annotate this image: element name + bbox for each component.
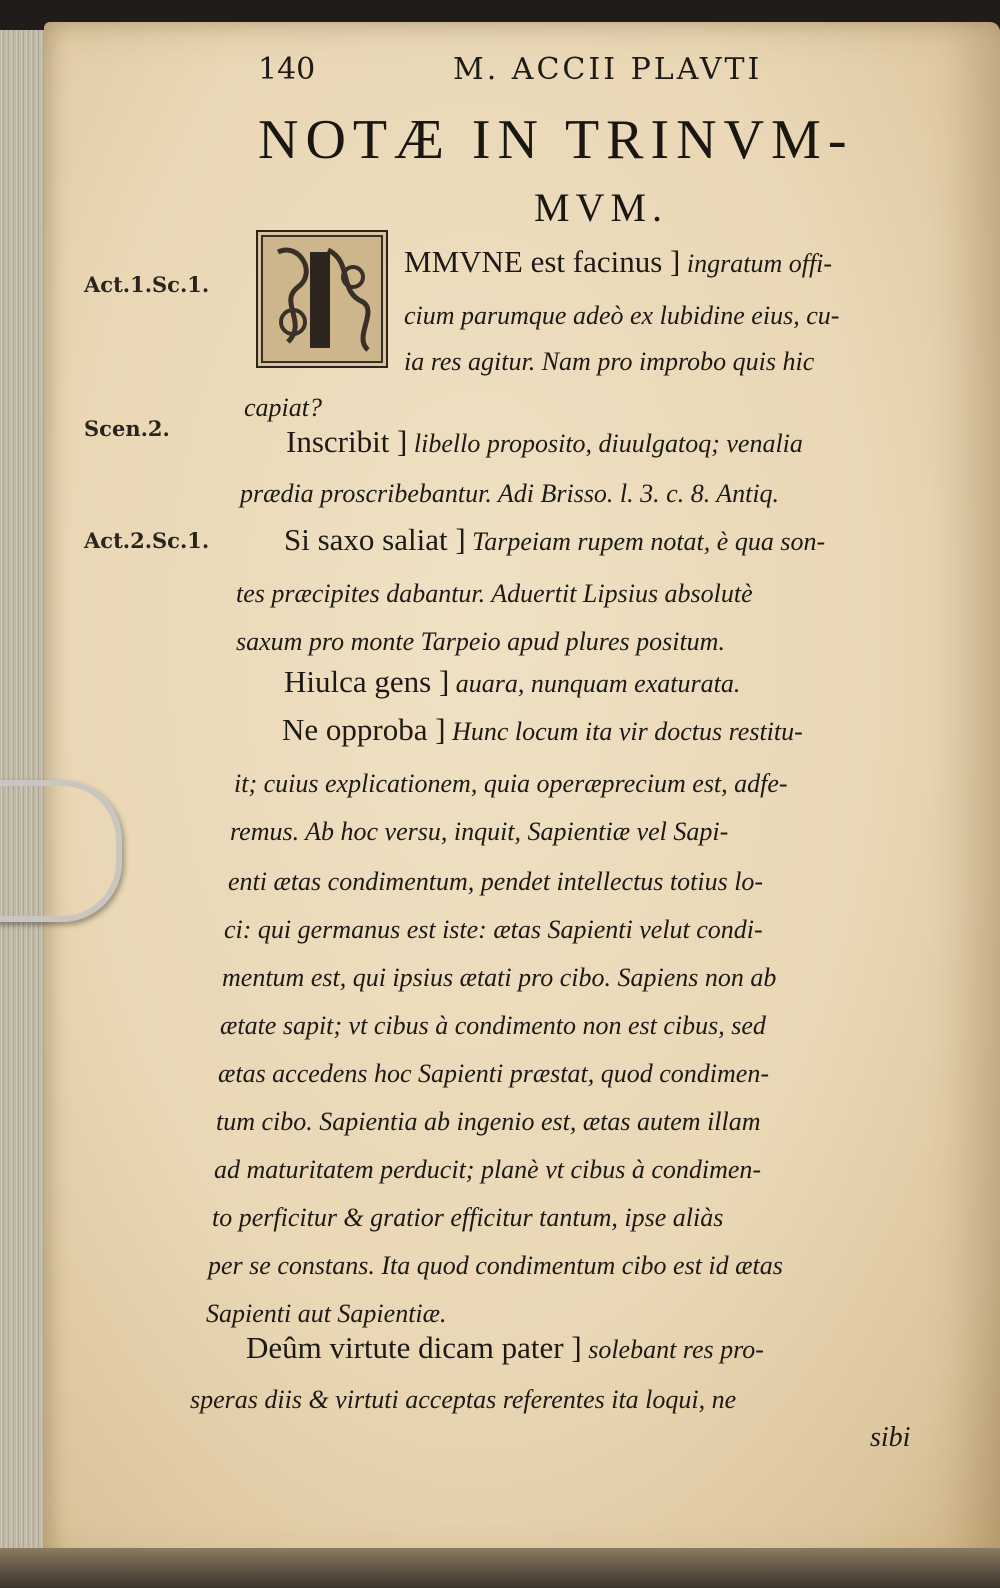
- text-line: capiat?: [244, 393, 322, 422]
- text-line: Deûm virtute dicam pater ] solebant res pro-: [246, 1330, 764, 1365]
- text-line: ci: qui germanus est iste: ætas Sapienti velut condi-: [224, 915, 763, 944]
- ornament-icon: [258, 232, 386, 366]
- ornamental-initial: [256, 230, 388, 368]
- text-line: ætas accedens hoc Sapienti præstat, quod condimen-: [218, 1059, 769, 1088]
- text-line: saxum pro monte Tarpeio apud plures positum.: [236, 627, 725, 656]
- margin-note: Act.1.Sc.1.: [84, 272, 210, 297]
- text-line: ad maturitatem perducit; planè vt cibus à condimen-: [214, 1155, 762, 1184]
- text-line: Hiulca gens ] auara, nunquam exaturata.: [284, 664, 741, 699]
- text-line: ætate sapit; vt cibus à condimento non est cibus, sed: [220, 1011, 766, 1040]
- text-line: prædia proscribebantur. Adi Brisso. l. 3. c. 8. Antiq.: [240, 479, 780, 508]
- text-line: tum cibo. Sapientia ab ingenio est, ætas autem illam: [216, 1107, 761, 1136]
- text-line: remus. Ab hoc versu, inquit, Sapientiæ vel Sapi-: [230, 817, 729, 846]
- text-line: Inscribit ] libello proposito, diuulgatoq; venalia: [286, 424, 803, 459]
- page-title-line-1: NOTÆ IN TRINVM-: [258, 109, 854, 171]
- text-line: to perficitur & gratior efficitur tantum, ipse aliàs: [212, 1203, 724, 1232]
- text-line: Ne opproba ] Hunc locum ita vir doctus restitu-: [282, 712, 803, 747]
- running-title: M. ACCII PLAVTI: [453, 52, 763, 87]
- text-line: tes præcipites dabantur. Aduertit Lipsius absolutè: [236, 579, 753, 608]
- book-bottom-edge: [0, 1548, 1000, 1588]
- text-line: enti ætas condimentum, pendet intellectus totius lo-: [228, 867, 764, 896]
- text-line: per se constans. Ita quod condimentum cibo est id ætas: [208, 1251, 783, 1280]
- text-line: MMVNE est facinus ] ingratum offi-: [404, 244, 833, 279]
- text-line: Sapienti aut Sapientiæ.: [206, 1299, 447, 1328]
- text-line: it; cuius explicationem, quia operæprecium est, adfe-: [234, 769, 788, 798]
- running-head: [258, 52, 818, 96]
- page-number: 140: [258, 52, 316, 87]
- catchword: sibi: [870, 1422, 911, 1453]
- text-line: mentum est, qui ipsius ætati pro cibo. Sapiens non ab: [222, 963, 777, 992]
- text-line: cium parumque adeò ex lubidine eius, cu-: [404, 301, 840, 330]
- text-line: speras diis & virtuti acceptas referentes ita loqui, ne: [190, 1385, 737, 1414]
- text-line: Si saxo saliat ] Tarpeiam rupem notat, è qua son-: [284, 522, 826, 557]
- margin-note: Act.2.Sc.1.: [84, 528, 210, 553]
- page-clip: [0, 780, 122, 922]
- text-line: ia res agitur. Nam pro improbo quis hic: [404, 347, 815, 376]
- margin-note: Scen.2.: [84, 416, 170, 441]
- page-title-line-2: MVM.: [534, 185, 669, 230]
